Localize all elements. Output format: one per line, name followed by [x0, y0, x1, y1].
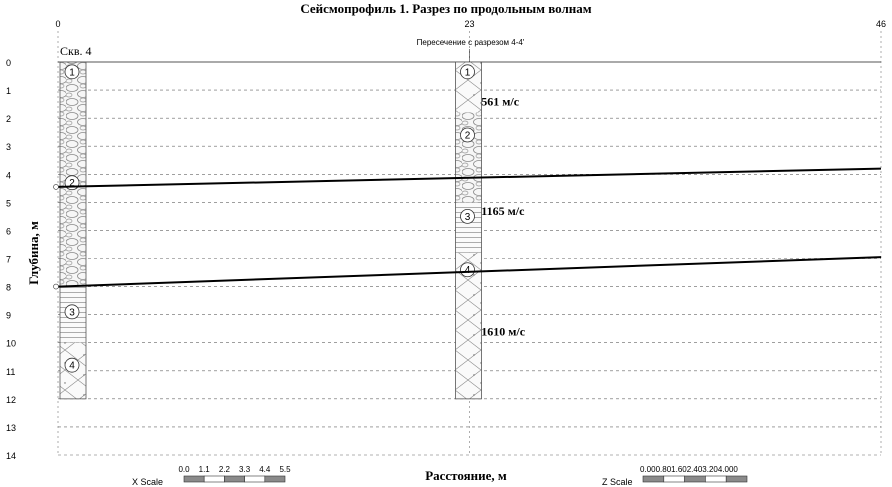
borehole-name: Скв. 4	[60, 44, 92, 58]
scale-tick-label: 1.1	[198, 465, 210, 474]
y-tick-label: 1	[6, 86, 12, 97]
layer-number: 2	[464, 130, 471, 142]
y-tick-label: 3	[6, 142, 12, 153]
z-scale-ticks-label: 0.000.801.602.403.204.000	[640, 465, 738, 474]
scale-tick-label: 2.2	[218, 465, 230, 474]
scale-label: X Scale	[132, 477, 164, 487]
y-tick-label: 13	[6, 422, 17, 433]
scale-bar-segment	[265, 476, 285, 482]
y-tick-label: 10	[6, 338, 17, 349]
scale-tick-label: 0.0	[178, 465, 190, 474]
scale-bar-segment	[705, 476, 726, 482]
scale-label: Z Scale	[602, 477, 633, 487]
scale-bar-segment	[184, 476, 204, 482]
x-axis-label: Расстояние, м	[425, 468, 507, 483]
layer-number: 1	[464, 67, 471, 79]
layer-number: 4	[464, 265, 471, 277]
y-tick-label: 11	[6, 366, 16, 377]
y-tick-label: 5	[6, 198, 12, 209]
velocity-label: 1610 м/с	[481, 324, 526, 339]
chart-title: Сейсмопрофиль 1. Разрез по продольным волнам	[300, 1, 592, 16]
velocity-label: 561 м/с	[481, 94, 520, 109]
scale-tick-label: 5.5	[279, 465, 291, 474]
velocity-label: 1165 м/с	[481, 203, 525, 218]
scale-bar-segment	[643, 476, 664, 482]
y-tick-label: 6	[6, 226, 12, 237]
x-tick-label: 46	[875, 19, 887, 29]
y-tick-label: 8	[6, 282, 12, 293]
scale-bar-segment	[664, 476, 685, 482]
x-tick-label: 23	[464, 19, 475, 29]
layer-number: 3	[69, 307, 75, 319]
layer-number: 3	[464, 211, 471, 223]
y-tick-label: 9	[6, 310, 12, 321]
y-tick-label: 2	[6, 114, 12, 125]
y-tick-label: 14	[6, 451, 17, 461]
y-tick-label: 12	[6, 394, 17, 405]
scale-bar-segment	[245, 476, 265, 482]
borehole-layer	[456, 113, 482, 203]
layer-number: 4	[69, 360, 75, 372]
y-tick-label: 4	[6, 170, 12, 181]
x-tick-label: 0	[55, 19, 61, 29]
scale-bar-segment	[726, 476, 747, 482]
boundary-start-point	[54, 184, 59, 189]
y-tick-label: 0	[6, 58, 12, 68]
scale-bar-segment	[685, 476, 706, 482]
layer-number: 1	[69, 67, 75, 79]
scale-bar-segment	[224, 476, 244, 482]
y-axis-label: Глубина, м	[26, 221, 41, 285]
y-tick-label: 7	[6, 254, 12, 265]
layer-number: 2	[69, 178, 75, 190]
intersection-label: Пересечение с разрезом 4-4'	[416, 38, 525, 47]
scale-bar-segment	[204, 476, 224, 482]
scale-tick-label: 4.4	[259, 465, 271, 474]
scale-tick-label: 3.3	[239, 465, 251, 474]
boundary-start-point	[54, 284, 59, 289]
